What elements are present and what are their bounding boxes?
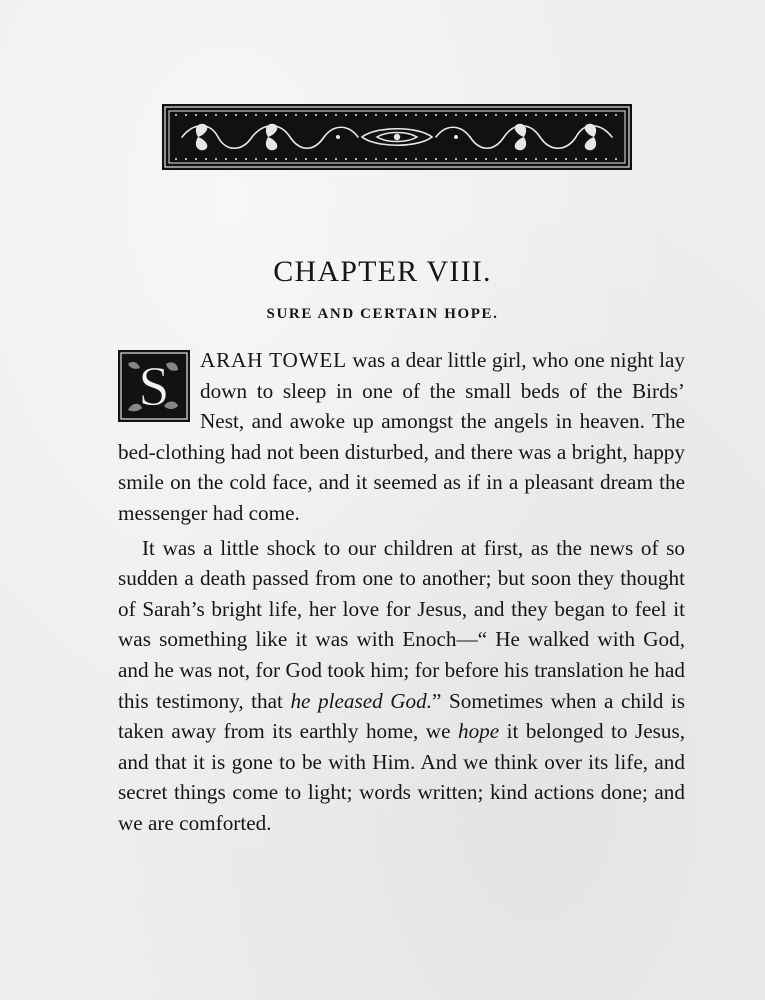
drop-cap	[118, 350, 190, 422]
floral-scroll-ornament-icon	[162, 104, 632, 170]
paragraph-2-italic-word: hope	[457, 719, 500, 744]
chapter-title: CHAPTER VIII.	[273, 255, 492, 288]
ornate-letter-s-icon	[118, 350, 190, 422]
paragraph-2-italic-phrase: he pleased God.	[290, 688, 433, 713]
first-words: ARAH TOWEL	[200, 348, 347, 372]
paragraph-1	[118, 345, 685, 529]
paragraph-2-text-b: ” Sometimes when a child is taken away from its earthly home, we	[118, 688, 685, 744]
chapter-ornament	[162, 104, 632, 170]
paragraph-2-text-c: it belonged to Jesus, and that it is gone to be with Him. And we think over its life, and secret things come to light; words written; kind actions done; and we are comforted.	[118, 719, 686, 835]
paragraph-1-text: was a dear little girl, who one night lay down to sleep in one of the small beds of the Birds’ Nest, and awoke up amongst the angels in heaven. The bed-clothing had not been disturbed, and there was a bright, happy smile on the cold face, and it seemed as if in a pleasant dream the messenger had come.	[118, 348, 685, 525]
drop-cap-letter: S	[138, 356, 170, 418]
paragraph-2	[118, 533, 685, 839]
paragraph-2-text-a: It was a little shock to our children at first, as the news of so sudden a death passed from one to another; but soon they thought of Sarah’s bright life, her love for Jesus, and they began to feel it was something like it was with Enoch—“ He walked with God, and he was not, for God took him; for before his translation he had this testimony, that	[118, 535, 685, 713]
chapter-text	[118, 345, 685, 839]
chapter-subtitle: SURE AND CERTAIN HOPE.	[266, 306, 499, 322]
